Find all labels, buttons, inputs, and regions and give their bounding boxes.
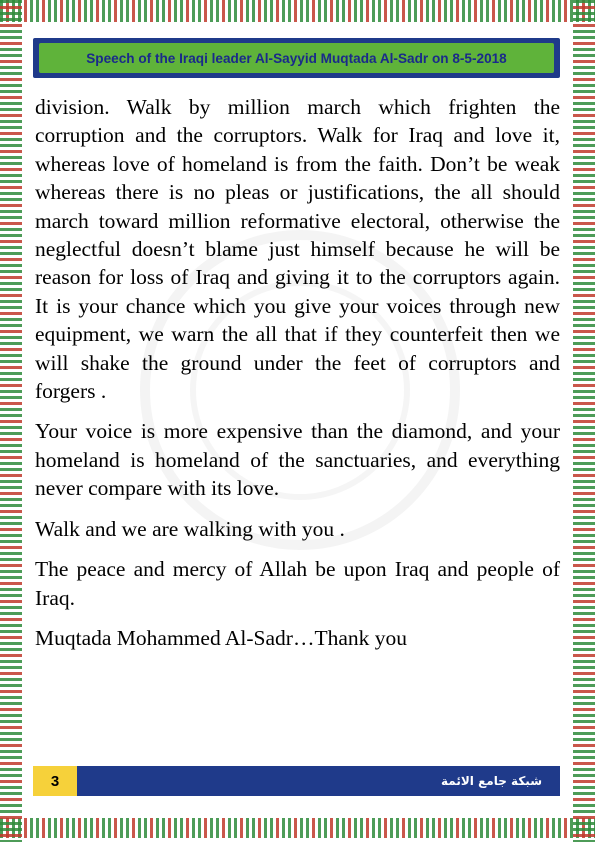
paragraph: The peace and mercy of Allah be upon Iraq and people of Iraq.	[35, 557, 560, 610]
signature-line: Muqtada Mohammed Al-Sadr…Thank you	[35, 625, 408, 650]
decorative-border-bottom	[0, 818, 595, 838]
footer-bar	[33, 766, 560, 796]
header-banner-inner	[39, 43, 554, 73]
decorative-border-left	[0, 0, 22, 842]
page-title: Speech of the Iraqi leader Al-Sayyid Muqtada Al-Sadr on 8-5-2018	[86, 50, 507, 66]
paragraph: Your voice is more expensive than the diamond, and your homeland is homeland of the sanctuaries, and everything never compare with its love.	[35, 419, 560, 501]
decorative-border-right	[573, 0, 595, 842]
decorative-border-top	[0, 0, 595, 22]
page-number: 3	[33, 766, 77, 796]
document-body	[35, 93, 560, 664]
paragraph: Walk and we are walking with you .	[35, 516, 345, 541]
paragraph: division. Walk by million march which frighten the corruption and the corruptors. Walk for Iraq and love it, whereas love of homeland is from the faith. Don’t be weak whereas there is no pleas or justifications, the all should march toward million reformative electoral, otherwise the neglectful doesn’t blame just himself because he will be reason for loss of Iraq and giving it to the corruptors again. It is your chance which you give your voices through new equipment, we warn the all that if they counterfeit then we will shake the ground under the feet of corruptors and forgers .	[35, 95, 560, 404]
footer-brand: شبكة جامع الائمة	[441, 774, 542, 788]
header-banner	[33, 38, 560, 78]
